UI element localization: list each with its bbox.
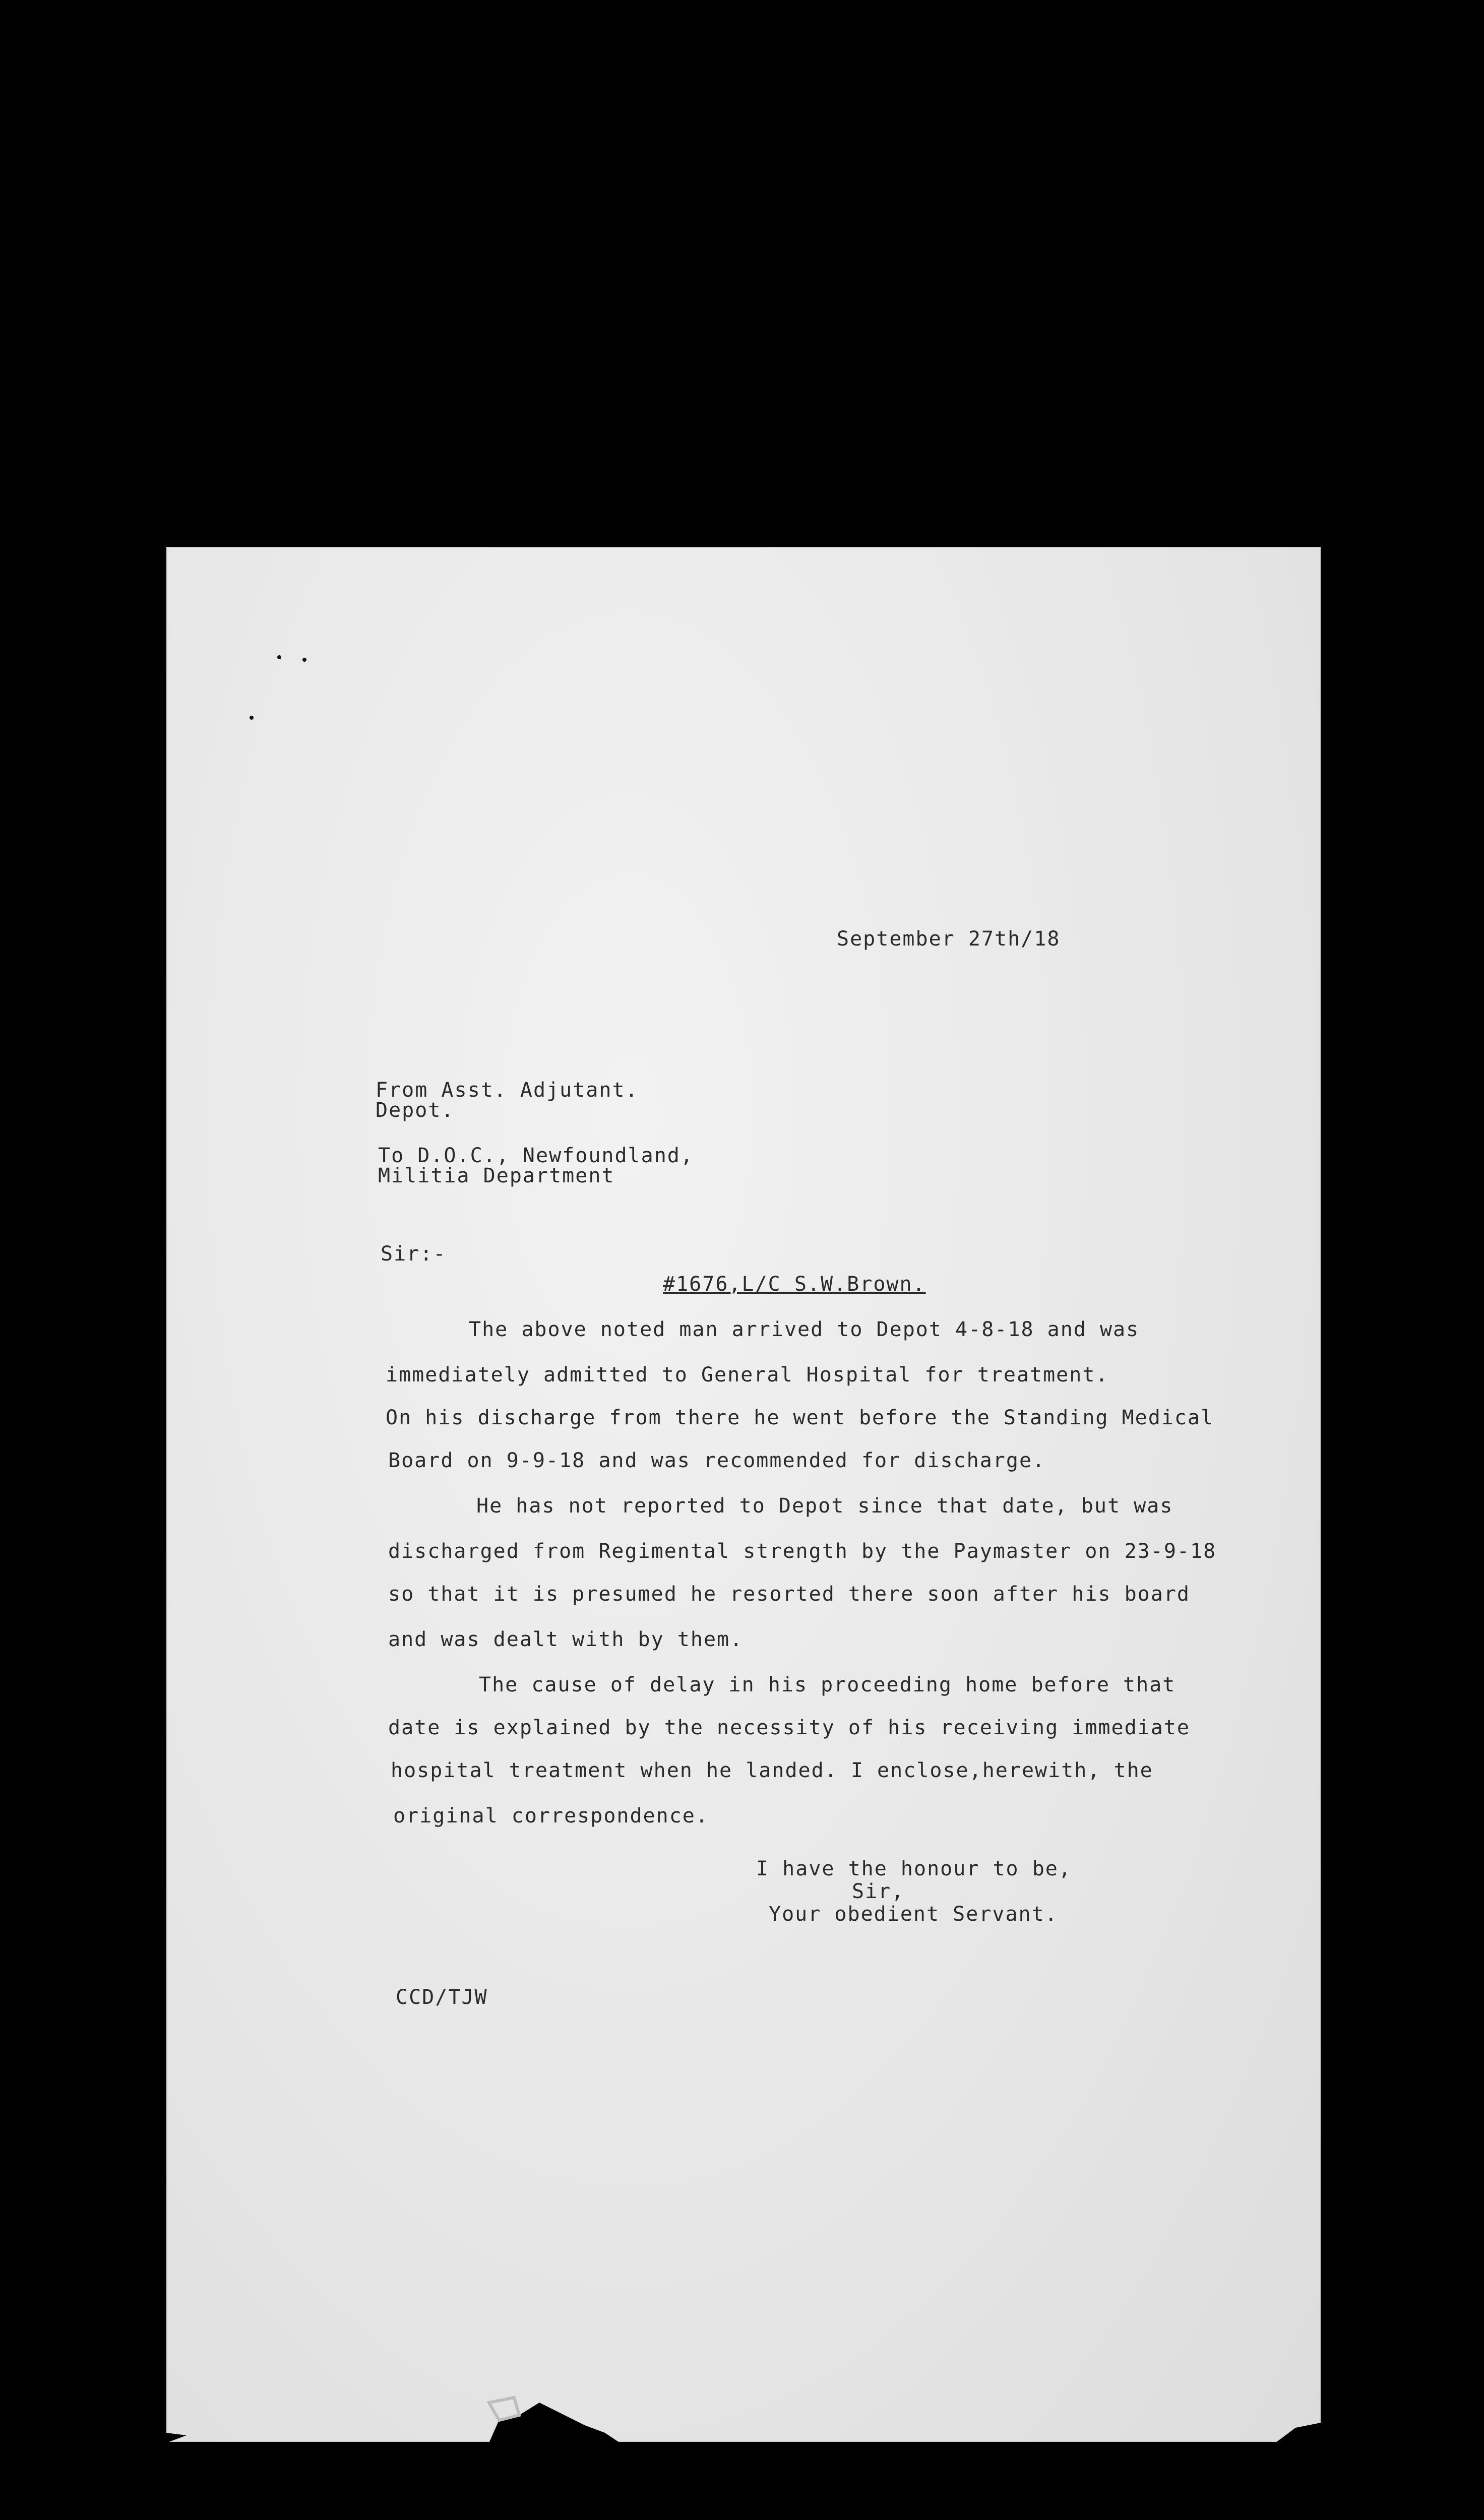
torn-edge: [166, 2372, 1321, 2443]
body-line: discharged from Regimental strength by the Paymaster on 23-9-18: [388, 1540, 1217, 1563]
letter-sheet: [166, 547, 1321, 2442]
from-line-2: Depot.: [376, 1099, 455, 1122]
body-line: original correspondence.: [393, 1804, 709, 1828]
from-line-1: From Asst. Adjutant.: [376, 1079, 639, 1102]
reference-initials: CCD/TJW: [396, 1986, 488, 2009]
closing-line-2: Sir,: [852, 1880, 905, 1903]
pin-mark: [250, 716, 254, 720]
salutation: Sir:-: [381, 1242, 447, 1266]
closing-line-3: Your obedient Servant.: [769, 1903, 1058, 1926]
body-line: and was dealt with by them.: [388, 1628, 744, 1651]
body-line: On his discharge from there he went before the Standing Medical: [386, 1406, 1214, 1429]
pin-mark: [302, 658, 306, 662]
body-line: He has not reported to Depot since that date, but was: [476, 1494, 1173, 1518]
body-line: The cause of delay in his proceeding home before that: [479, 1673, 1176, 1696]
subject-line: #1676,L/C S.W.Brown.: [663, 1273, 926, 1296]
body-line: so that it is presumed he resorted there soon after his board: [388, 1583, 1191, 1606]
body-line: immediately admitted to General Hospital for treatment.: [386, 1363, 1109, 1387]
body-line: Board on 9-9-18 and was recommended for discharge.: [388, 1449, 1046, 1472]
letter-date: September 27th/18: [837, 927, 1061, 951]
to-line-1: To D.O.C., Newfoundland,: [378, 1144, 694, 1167]
pin-mark: [277, 655, 281, 659]
closing-line-1: I have the honour to be,: [756, 1857, 1072, 1880]
to-line-2: Militia Department: [378, 1164, 615, 1187]
body-line: hospital treatment when he landed. I enclose,herewith, the: [391, 1759, 1153, 1782]
body-line: date is explained by the necessity of his receiving immediate: [388, 1716, 1191, 1739]
body-line: The above noted man arrived to Depot 4-8-18 and was: [469, 1318, 1140, 1341]
